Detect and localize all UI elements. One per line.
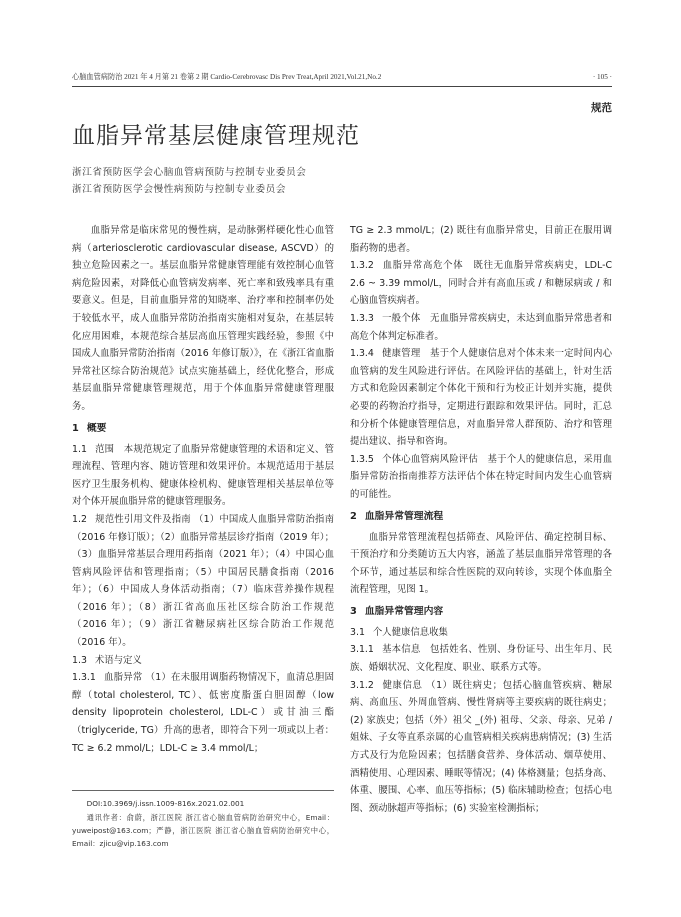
section-title: 血脂异常管理内容	[364, 605, 444, 617]
running-head: 心脑血管病防治 2021 年 4 月第 21 卷第 2 期 Cardio-Cerebrovasc Dis Prev Treat,April 2021,Vol.21,No.2	[72, 73, 382, 81]
organization-1: 浙江省预防医学会心脑血管病预防与控制专业委员会	[72, 167, 307, 178]
section-1-heading	[72, 420, 334, 437]
section-tag: 规范	[591, 102, 612, 114]
subsection-number: 1.3.3	[350, 312, 374, 324]
subsection-text: 个体心血管病风险评估 基于个人的健康信息，采用血脂异常防治指南推荐方法评估个体在特定时间内发生心血管病的可能性。	[350, 453, 612, 500]
subsection-1-3-4	[350, 345, 612, 451]
subsection-number: 1.2	[72, 513, 87, 525]
subsection-3-1-1	[350, 641, 612, 676]
subsection-text: 规范性引用文件及指南 （1）中国成人血脂异常防治指南（2016 年修订版）；（2）血脂异常基层诊疗指南（2019 年）；（3）血脂异常基层合理用药指南（2021 年）；（4）中国心血管病风险评估和管理指南；（5）中国居民膳食指南（2016 年）；（6）中国成人身体活动指南；（7）临床营养操作规程（2016 年）；（8）浙江省高血压社区综合防治工作规范（2016 年）；（9）浙江省糖尿病社区综合防治工作规范（2016 年）。	[72, 513, 334, 649]
subsection-number: 1.3.2	[350, 260, 374, 272]
section-2-paragraph: 血脂异常管理流程包括筛查、风险评估、确定控制目标、干预治疗和分类随访五大内容，涵盖了基层血脂异常管理的各个环节，通过基层和综合性医院的双向转诊，实现个体血脂全流程管理，见图 1。	[350, 531, 612, 596]
subsection-text: 一般个体 无血脂异常疾病史，未达到血脂异常患者和高危个体判定标准者。	[350, 312, 612, 342]
subsection-1-3-3	[350, 310, 612, 345]
corresponding-author: 通讯作者：俞蔚，浙江医院 浙江省心脑血管病防治研究中心，Email：yuweipost@163.com；严静，浙江医院 浙江省心脑血管病防治研究中心，Email：zjicu@vip.163.com	[72, 813, 334, 848]
subsection-number: 3.1.1	[350, 644, 374, 656]
article-title: 血脂异常基层健康管理规范	[72, 123, 360, 149]
subsection-text: 健康信息 （1）既往病史；包括心脑血管疾病、糖尿病、高血压、外周血管病、慢性肾病等主要疾病的既往病史；(2) 家族史；包括（外）祖父 _(外) 祖母、父亲、母亲、兄弟 / 姐妹、子女等直系亲属的心血管病相关疾病患病情况；(3) 生活方式及行为危险因素；包括膳食营养、身体活动、烟草使用、酒精使用、心理因素、睡眠等情况；(4) 体格测量；包括身高、体重、腰围、心率、血压等指标；(5) 临床辅助检查；包括心电图、颈动脉超声等指标；(6) 实验室检测指标；	[350, 679, 612, 814]
subsection-1-1	[72, 441, 334, 511]
page-number: · 105 ·	[592, 73, 612, 81]
left-column	[72, 222, 334, 757]
subsection-1-3-1	[72, 669, 334, 757]
subsection-1-3-2	[350, 257, 612, 310]
subsection-title: 术语与定义	[94, 654, 142, 666]
subsection-1-2	[72, 511, 334, 652]
subsection-number: 3.1.2	[350, 679, 374, 691]
subsection-number: 3.1	[350, 626, 365, 638]
section-number: 1	[72, 422, 79, 434]
subsection-text: 血脂异常高危个体 既往无血脂异常疾病史，LDL-C 2.6 ~ 3.39 mmol/L，同时合并有高血压或 / 和糖尿病或 / 和心脑血管疾病者。	[350, 260, 612, 307]
section-number: 2	[350, 510, 357, 522]
continuation-paragraph: TG ≥ 2.3 mmol/L；(2) 既往有血脂异常史，目前正在服用调脂药物的患者。	[350, 225, 612, 254]
right-column	[350, 222, 612, 817]
footnotes	[72, 797, 334, 850]
footnote-rule	[72, 790, 334, 791]
doi-line: DOI:10.3969/j.issn.1009-816x.2021.02.001	[86, 799, 245, 808]
subsection-number: 1.3.1	[72, 672, 96, 684]
subsection-3-1-2	[350, 677, 612, 818]
subsection-number: 1.1	[72, 443, 87, 455]
section-title: 血脂异常管理流程	[364, 510, 444, 522]
intro-paragraph: 血脂异常是临床常见的慢性病，是动脉粥样硬化性心血管病（arteriosclerotic cardiovascular disease, ASCVD）的独立危险因素之一。基层血脂异常健康管理能有效控制心血管病危险因素，对降低心血管病发病率、死亡率和致残率具有重要意义。但是，目前血脂异常的知晓率、治疗率和控制率仍处于较低水平，成人血脂异常防治指南实施相对复杂，在基层转化应用困难，本规范综合基层高血压管理实践经验，参照《中国成人血脂异常防治指南（2016 年修订版）》，在《浙江省血脂异常社区综合防治规范》试点实施基础上，经优化整合，形成基层血脂异常健康管理规范，用于个体血脂异常健康管理服务。	[72, 225, 334, 412]
subsection-text: 健康管理 基于个人健康信息对个体未来一定时间内心血管病的发生风险进行评估。在风险评估的基础上，针对生活方式和危险因素制定个体化干预和行为校正计划并实施，提供必要的药物治疗指导，定期进行跟踪和效果评估。同时，汇总和分析个体健康管理信息，对血脂异常人群预防、治疗和管理提出建议、指导和咨询。	[350, 348, 612, 448]
subsection-text: 范围 本规范规定了血脂异常健康管理的术语和定义、管理流程、管理内容、随访管理和效果评价。本规范适用于基层医疗卫生服务机构、健康体检机构、健康管理相关基层单位等对个体开展血脂异常的健康管理服务。	[72, 443, 334, 508]
subsection-1-3-heading	[72, 652, 334, 670]
subsection-3-1-heading	[350, 624, 612, 642]
subsection-text: 基本信息 包括姓名、性别、身份证号、出生年月、民族、婚姻状况、文化程度、职业、联系方式等。	[350, 644, 612, 674]
section-3-heading	[350, 603, 612, 620]
header-rule	[72, 86, 612, 87]
subsection-number: 1.3.5	[350, 453, 374, 465]
subsection-number: 1.3.4	[350, 348, 374, 360]
subsection-1-3-5	[350, 451, 612, 504]
section-title: 概要	[86, 422, 107, 434]
organization-2: 浙江省预防医学会慢性病预防与控制专业委员会	[72, 184, 287, 195]
section-number: 3	[350, 605, 357, 617]
subsection-text: 血脂异常 （1）在未服用调脂药物情况下，血清总胆固醇（total cholesterol, TC）、低密度脂蛋白胆固醇（low density lipoprotein cholesterol, LDL-C）或甘油三酯（triglyceride, TG）升高的患者，即符合下列一项或以上者：TC ≥ 6.2 mmol/L；LDL-C ≥ 3.4 mmol/L；	[72, 672, 334, 754]
subsection-number: 1.3	[72, 654, 87, 666]
subsection-title: 个人健康信息收集	[372, 626, 448, 638]
section-2-heading	[350, 508, 612, 525]
